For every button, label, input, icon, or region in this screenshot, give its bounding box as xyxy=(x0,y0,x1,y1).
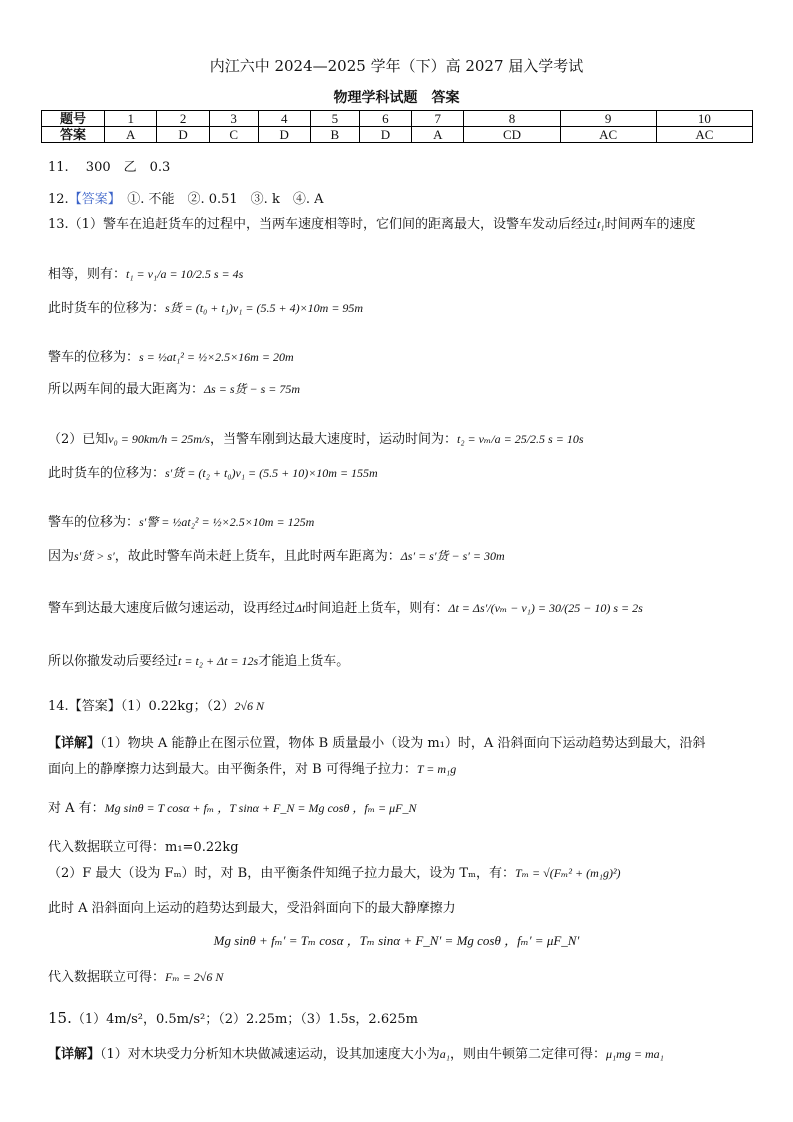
subject-subtitle: 物理学科试题 答案 xyxy=(333,90,460,106)
q14-answer-line xyxy=(48,695,264,714)
answer-cell: C xyxy=(209,127,258,143)
q14-answer-formula: 2√6 N xyxy=(234,699,264,713)
q13-line-2 xyxy=(48,263,243,282)
answer-table xyxy=(41,110,753,143)
q15-number: 15. xyxy=(48,1009,72,1027)
question-number-cell: 6 xyxy=(359,111,411,127)
q13-text: 13.（1）警车在追赶货车的过程中，当两车速度相等时，它们间的距离最大，设警车发动后经过 xyxy=(48,217,597,232)
q14-formula-equilibrium-a: Mg sinθ = T cosα + fₘ ，T sinα + F_N = Mg cosθ ，fₘ = μF_N xyxy=(104,801,417,815)
q14-number: 14. xyxy=(48,699,69,714)
answer-cell: A xyxy=(412,127,464,143)
q14-detail-line-6: 此时 A 沿斜面向上运动的趋势达到最大，受沿斜面向下的最大静摩擦力 xyxy=(48,901,456,916)
question-number-cell: 2 xyxy=(157,111,209,127)
q13-formula-police-displacement: s = ½at₁² = ½×2.5×16m = 20m xyxy=(139,350,294,364)
q12-answer-line xyxy=(48,188,323,207)
q12-answer-tag: 【答案】 xyxy=(68,192,115,207)
q13-text: 时间追赶上货车，则有： xyxy=(305,601,449,616)
q13-formula-truck-displacement-2: s′货 = (t₂ + t₀)v₁ = (5.5 + 10)×10m = 155m xyxy=(165,466,378,480)
q13-text: 才能追上货车。 xyxy=(258,654,350,669)
q13-text: ，故此时警车尚未赶上货车，且此时两车距离为： xyxy=(114,549,401,564)
q14-formula-tension: T = m₁g xyxy=(416,762,457,776)
q13-line-7 xyxy=(48,462,378,481)
q13-line-9 xyxy=(48,545,505,564)
q14-text: 对 A 有： xyxy=(48,801,105,816)
q15-text: （1）对木块受力分析知木块做减速运动，设其加速度大小为 xyxy=(100,1047,440,1062)
answer-row xyxy=(42,127,753,143)
question-number-cell: 9 xyxy=(560,111,656,127)
answer-cell: CD xyxy=(464,127,560,143)
q13-line-1 xyxy=(48,213,695,232)
q13-line-5 xyxy=(48,378,300,397)
q14-text: （1）物块 A 能静止在图示位置，物体 B 质量最小（设为 m₁）时，A 沿斜面向下运动趋势达到最大，沿斜 xyxy=(100,736,706,751)
answer-cell: AC xyxy=(656,127,752,143)
q13-line-8 xyxy=(48,511,314,530)
q13-text: 时间两车的速度 xyxy=(604,217,696,232)
q13-formula-gap: Δs′ = s′货 − s′ = 30m xyxy=(400,549,505,563)
q14-formula-f-max: Fₘ = 2√6 N xyxy=(165,970,224,984)
q13-text: 相等，则有： xyxy=(48,267,127,282)
q15-text: ，则由牛顿第二定律可得： xyxy=(449,1047,606,1062)
q14-text: 代入数据联立可得： xyxy=(48,970,166,985)
q14-answer-text: （1）0.22kg；（2） xyxy=(120,699,235,714)
q12-number: 12. xyxy=(48,192,69,207)
q13-var-t1: t₁ xyxy=(596,217,605,231)
q13-text: 因为 xyxy=(48,549,75,564)
q14-detail-line-5 xyxy=(48,862,621,881)
q15-detail-line-1 xyxy=(48,1043,664,1062)
q14-detail-line-3 xyxy=(48,797,417,816)
q13-line-10 xyxy=(48,597,643,616)
q13-formula-max-distance: Δs = s货 − s = 75m xyxy=(204,382,301,396)
q13-formula-total-time: t = t₂ + Δt = 12s xyxy=(178,654,259,668)
q15-detail-tag: 【详解】 xyxy=(48,1047,101,1062)
q14-detail-line-1 xyxy=(48,732,705,751)
q13-line-6 xyxy=(48,428,584,447)
q14-formula-equilibrium-max: Mg sinθ + fₘ′ = Tₘ cosα ，Tₘ sinα + F_N′ = Mg cosθ ，fₘ′ = μF_N′ xyxy=(213,933,580,948)
q14-detail-tag: 【详解】 xyxy=(48,736,101,751)
answer-cell: D xyxy=(359,127,411,143)
q13-formula-police-displacement-2: s′警 = ½at₂² = ½×2.5×10m = 125m xyxy=(139,515,315,529)
q14-answer-tag: 【答案】 xyxy=(68,699,121,714)
answer-cell: AC xyxy=(560,127,656,143)
q13-text: 所以你撤发动后要经过 xyxy=(48,654,179,669)
q13-text: 此时货车的位移为： xyxy=(48,301,166,316)
row-label-answer: 答案 xyxy=(42,127,105,143)
q15-formula-newton: μ₁mg = ma₁ xyxy=(605,1047,664,1061)
q14-detail-line-8 xyxy=(48,966,223,985)
answer-cell: A xyxy=(105,127,157,143)
q13-text: 警车到达最大速度后做匀速运动，设再经过 xyxy=(48,601,296,616)
question-number-cell: 10 xyxy=(656,111,752,127)
question-number-cell: 3 xyxy=(209,111,258,127)
question-number-cell: 1 xyxy=(105,111,157,127)
answer-cell: B xyxy=(310,127,359,143)
q15-var-a1: a₁ xyxy=(439,1047,450,1061)
answer-cell: D xyxy=(157,127,209,143)
row-label-number: 题号 xyxy=(42,111,105,127)
q14-formula-tension-max: Tₘ = √(Fₘ² + (m₁g)²) xyxy=(515,866,621,880)
q13-line-11 xyxy=(48,650,349,669)
q14-text: （2）F 最大（设为 Fₘ）时，对 B，由平衡条件知绳子拉力最大，设为 Tₘ，有： xyxy=(48,866,516,881)
q13-line-4 xyxy=(48,346,294,365)
q13-text: ，当警车刚到达最大速度时，运动时间为： xyxy=(209,432,457,447)
q13-text: 警车的位移为： xyxy=(48,515,140,530)
q13-formula-truck-displacement: s货 = (t₀ + t₁)v₁ = (5.5 + 4)×10m = 95m xyxy=(165,301,364,315)
question-number-cell: 5 xyxy=(310,111,359,127)
q14-detail-line-2 xyxy=(48,758,456,777)
q13-formula-v0: v₀ = 90km/h = 25m/s xyxy=(108,432,210,446)
question-number-cell: 8 xyxy=(464,111,560,127)
q13-formula-t1: t₁ = v₁/a = 10/2.5 s = 4s xyxy=(126,267,244,281)
question-number-cell: 4 xyxy=(258,111,310,127)
answer-cell: D xyxy=(258,127,310,143)
q13-var-delta-t: Δt xyxy=(295,601,306,615)
q14-detail-line-4: 代入数据联立可得：m₁=0.22kg xyxy=(48,840,239,855)
q11-answer: 11. 300 乙 0.3 xyxy=(48,160,171,175)
q13-text: 所以两车间的最大距离为： xyxy=(48,382,205,397)
q12-answer-text: ①. 不能 ②. 0.51 ③. k ④. A xyxy=(114,192,324,207)
q15-answer-text: （1）4m/s²，0.5m/s²；（2）2.25m；（3）1.5s，2.625m xyxy=(71,1012,418,1027)
q14-text: 面向上的静摩擦力达到最大。由平衡条件，对 B 可得绳子拉力： xyxy=(48,762,417,777)
q13-formula-delta-t: Δt = Δs′/(vₘ − v₁) = 30/(25 − 10) s = 2s xyxy=(448,601,643,615)
q13-text: 警车的位移为： xyxy=(48,350,140,365)
q13-line-3 xyxy=(48,297,363,316)
q13-text: 此时货车的位移为： xyxy=(48,466,166,481)
question-number-cell: 7 xyxy=(412,111,464,127)
exam-title: 内江六中 2024—2025 学年（下）高 2027 届入学考试 xyxy=(209,57,584,75)
q13-text: （2）已知 xyxy=(48,432,109,447)
q13-formula-t2: t₂ = vₘ/a = 25/2.5 s = 10s xyxy=(457,432,584,446)
question-number-row xyxy=(42,111,753,127)
q15-answer-line xyxy=(48,1008,418,1027)
q13-formula-compare: s′货 > s′ xyxy=(74,549,115,563)
